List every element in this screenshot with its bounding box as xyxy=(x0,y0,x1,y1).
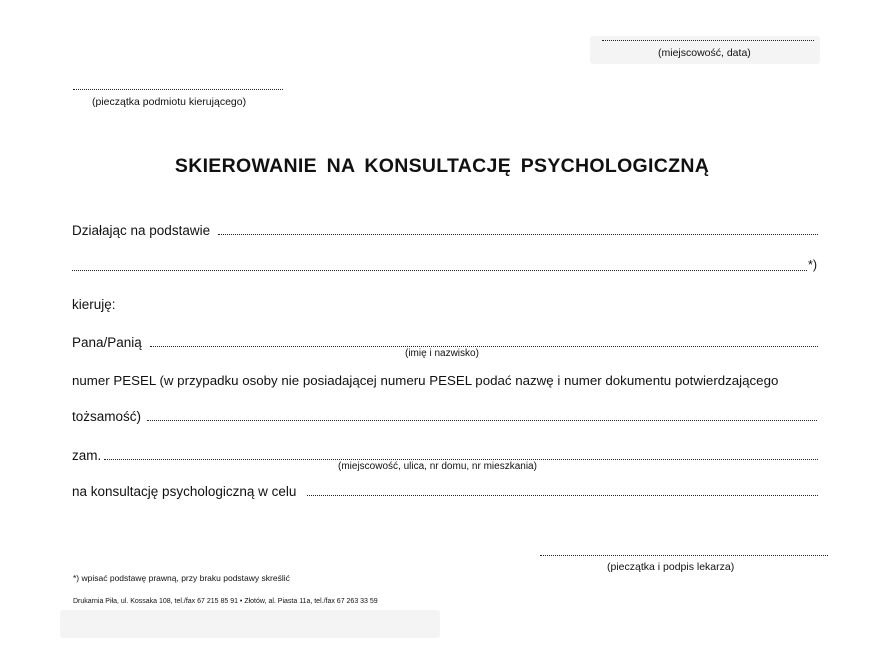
legal-basis-field-1[interactable] xyxy=(218,234,818,235)
purpose-field[interactable] xyxy=(307,495,818,496)
mr-mrs-label: Pana/Panią xyxy=(72,335,142,350)
refer-label: kieruję: xyxy=(72,297,116,312)
stamp-line[interactable] xyxy=(73,89,283,90)
signature-label: (pieczątka i podpis lekarza) xyxy=(607,561,735,573)
acting-on-basis-label: Działając na podstawie xyxy=(72,223,211,238)
pesel-field[interactable] xyxy=(147,420,817,421)
stamp-label: (pieczątka podmiotu kierującego) xyxy=(92,96,247,108)
address-hint: (miejscowość, ulica, nr domu, nr mieszkania) xyxy=(338,461,537,472)
purpose-label: na konsultację psychologiczną w celu xyxy=(72,484,297,499)
pesel-label: numer PESEL (w przypadku osoby nie posiadającej numeru PESEL podać nazwę i numer dokumentu potwierdzającego xyxy=(72,373,779,388)
residing-label: zam. xyxy=(72,448,102,463)
patient-name-field[interactable] xyxy=(150,346,818,347)
document-title: SKIEROWANIE NA KONSULTACJĘ PSYCHOLOGICZNĄ xyxy=(174,155,710,177)
address-field[interactable] xyxy=(104,459,818,460)
asterisk-marker: *) xyxy=(808,258,818,272)
footnote: *) wpisać podstawę prawną, przy braku podstawy skreślić xyxy=(73,573,290,583)
identity-label: tożsamość) xyxy=(72,409,142,424)
name-hint: (imię i nazwisko) xyxy=(405,348,479,359)
place-date-label: (miejscowość, data) xyxy=(658,47,751,59)
place-date-line[interactable] xyxy=(602,40,814,41)
scan-smudge-bottom xyxy=(60,610,440,638)
signature-line[interactable] xyxy=(540,555,828,556)
legal-basis-field-2[interactable] xyxy=(72,270,807,271)
printer-info: Drukarnia Piła, ul. Kossaka 108, tel./fax 67 215 85 91 • Złotów, al. Piasta 11a, tel./fax 67 263 33 59 xyxy=(73,598,378,605)
